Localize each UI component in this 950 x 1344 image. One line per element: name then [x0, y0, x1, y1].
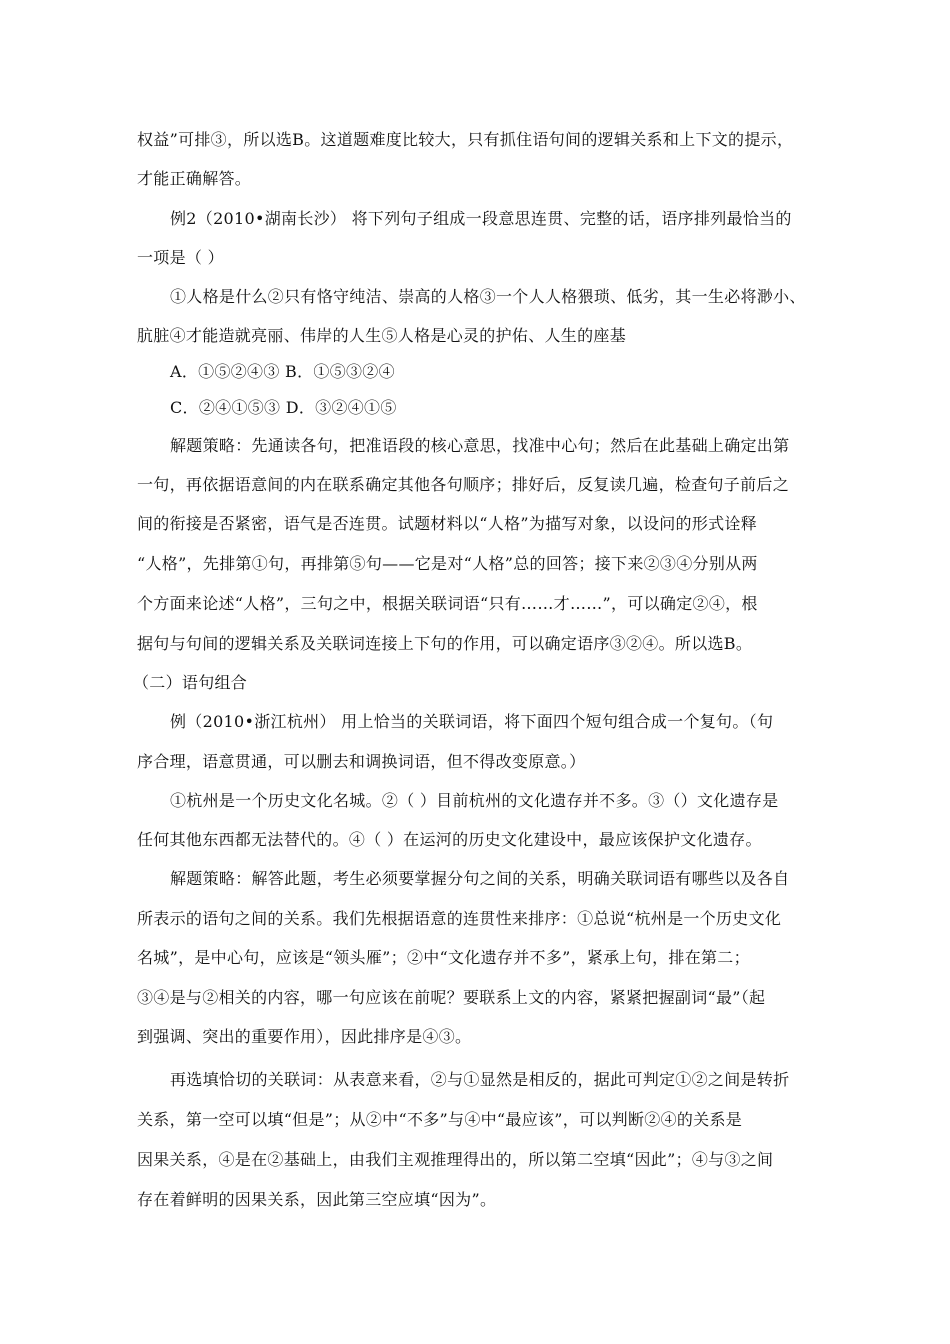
question-sentences: 肮脏④才能造就亮丽、伟岸的人生⑤人格是心灵的护佑、人生的座基	[137, 326, 627, 345]
question-sentences: 任何其他东西都无法替代的。④（ ）在运河的历史文化建设中，最应该保护文化遗存。	[137, 830, 762, 849]
strategy-paragraph: 个方面来论述“人格”，三句之中，根据关联词语“只有……才……”，可以确定②④，根	[137, 594, 758, 613]
strategy-paragraph: 名城”，是中心句，应该是“领头雁”；②中“文化遗存并不多”，紧承上句，排在第二；	[137, 948, 750, 967]
strategy-paragraph: 到强调、突出的重要作用），因此排序是④③。	[137, 1027, 472, 1046]
strategy-paragraph: 一句，再依据语意间的内在联系确定其他各句顺序；排好后，反复读几遍，检查句子前后之	[137, 475, 790, 494]
strategy-paragraph: ③④是与②相关的内容，哪一句应该在前呢？要联系上文的内容，紧紧把握副词“最”（起	[137, 988, 766, 1007]
conjunction-paragraph: 再选填恰切的关联词：从表意来看，②与①显然是相反的，据此可判定①②之间是转折	[170, 1070, 790, 1089]
conjunction-paragraph: 存在着鲜明的因果关系，因此第三空应填“因为”。	[137, 1190, 497, 1209]
example-heading: 例（2010•浙江杭州） 用上恰当的关联词语，将下面四个短句组合成一个复句。（句	[170, 712, 774, 731]
strategy-paragraph: 间的衔接是否紧密，语气是否连贯。试题材料以“人格”为描写对象，以设问的形式诠释	[137, 514, 758, 533]
paragraph-line: 序合理，语意贯通，可以删去和调换词语，但不得改变原意。）	[137, 752, 586, 771]
option-c-d: C．②④①⑤③ D．③②④①⑤	[170, 398, 397, 417]
section-heading: （二）语句组合	[133, 673, 248, 692]
conjunction-paragraph: 关系，第一空可以填“但是”；从②中“不多”与④中“最应该”，可以判断②④的关系是	[137, 1110, 743, 1129]
example-2-heading: 例2（2010•湖南长沙） 将下列句子组成一段意思连贯、完整的话，语序排列最恰当的	[170, 209, 792, 228]
paragraph-line: 权益”可排③，所以选B。这道题难度比较大，只有抓住语句间的逻辑关系和上下文的提示，	[137, 130, 794, 149]
paragraph-line: 一项是（ ）	[137, 248, 224, 267]
strategy-paragraph: 据句与句间的逻辑关系及关联词连接上下句的作用，可以确定语序③②④。所以选B。	[137, 634, 753, 653]
strategy-paragraph: “人格”，先排第①句，再排第⑤句——它是对“人格”总的回答；接下来②③④分别从两	[137, 554, 758, 573]
question-sentences: ①杭州是一个历史文化名城。②（ ）目前杭州的文化遗存并不多。③（）文化遗存是	[170, 791, 779, 810]
strategy-paragraph: 解题策略：先通读各句，把准语段的核心意思，找准中心句；然后在此基础上确定出第	[170, 436, 790, 455]
option-a-b: A．①⑤②④③ B．①⑤③②④	[170, 362, 395, 381]
strategy-paragraph: 解题策略：解答此题，考生必须要掌握分句之间的关系，明确关联词语有哪些以及各自	[170, 869, 790, 888]
conjunction-paragraph: 因果关系，④是在②基础上，由我们主观推理得出的，所以第二空填“因此”；④与③之间	[137, 1150, 774, 1169]
paragraph-line: 才能正确解答。	[137, 169, 252, 188]
strategy-paragraph: 所表示的语句之间的关系。我们先根据语意的连贯性来排序：①总说“杭州是一个历史文化	[137, 909, 782, 928]
question-sentences: ①人格是什么②只有恪守纯洁、崇高的人格③一个人人格猥琐、低劣，其一生必将渺小、	[170, 287, 806, 306]
